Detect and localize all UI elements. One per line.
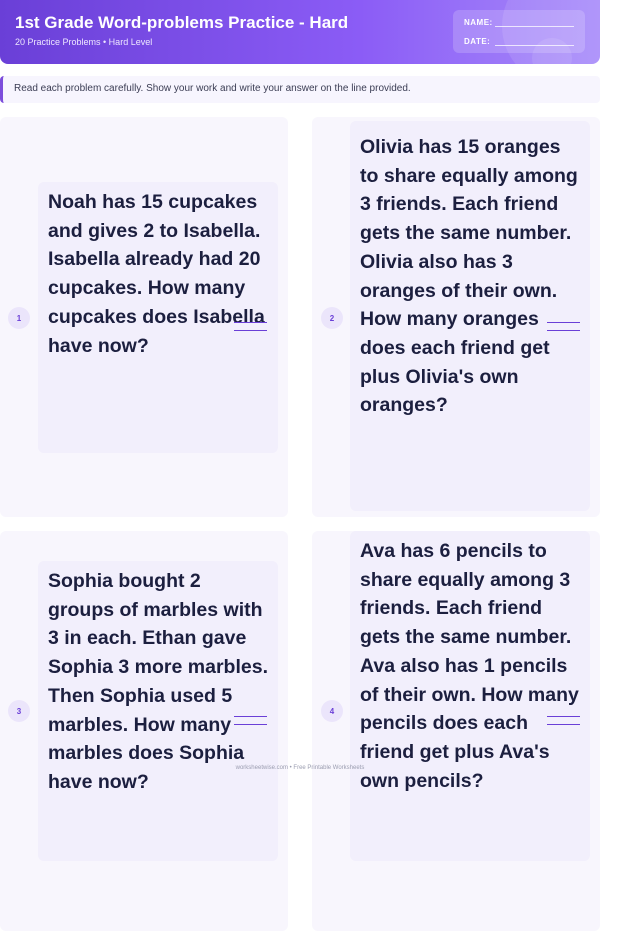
date-line bbox=[495, 45, 574, 46]
worksheet-header bbox=[0, 0, 600, 64]
answer-line bbox=[234, 322, 267, 331]
instructions-bar: Read each problem carefully. Show your work and write your answer on the line provided. bbox=[0, 76, 600, 103]
name-label: NAME: bbox=[464, 18, 493, 27]
problem-text: Ava has 6 pencils to share equally among 3 friends. Each friend gets the same number. Ava also has 1 pencils of their own. How many pencils does each friend get plus Ava's own pencils? bbox=[350, 531, 590, 861]
problem-number-badge: 3 bbox=[8, 700, 30, 722]
problem-text: Olivia has 15 oranges to share equally among 3 friends. Each friend gets the same number. Olivia also has 3 oranges of their own. How many oranges does each friend get plus Olivia's own oranges? bbox=[350, 121, 590, 511]
problem-text: Sophia bought 2 groups of marbles with 3 in each. Ethan gave Sophia 3 more marbles. Then Sophia used 5 marbles. How many marbles does Sophia have now? bbox=[38, 561, 278, 861]
name-line bbox=[495, 26, 574, 27]
problem-card-2 bbox=[312, 117, 600, 517]
worksheet-subtitle: 20 Practice Problems • Hard Level bbox=[15, 37, 153, 47]
problem-card-3 bbox=[0, 531, 288, 931]
worksheet-title: 1st Grade Word-problems Practice - Hard bbox=[15, 13, 349, 32]
problem-number-badge: 4 bbox=[321, 700, 343, 722]
date-label: DATE: bbox=[464, 37, 491, 46]
problem-card-1 bbox=[0, 117, 288, 517]
name-field bbox=[464, 18, 493, 27]
student-info-box bbox=[453, 10, 585, 53]
date-field bbox=[464, 37, 490, 46]
problem-text: Noah has 15 cupcakes and gives 2 to Isabella. Isabella already had 20 cupcakes. How many cupcakes does Isabella have now? bbox=[38, 182, 278, 453]
problem-number-badge: 1 bbox=[8, 307, 30, 329]
answer-line bbox=[234, 716, 267, 725]
answer-line bbox=[547, 322, 580, 331]
problem-number-badge: 2 bbox=[321, 307, 343, 329]
answer-line bbox=[547, 716, 580, 725]
page-footer: worksheetwise.com • Free Printable Worksheets bbox=[235, 765, 365, 771]
problem-card-4 bbox=[312, 531, 600, 931]
